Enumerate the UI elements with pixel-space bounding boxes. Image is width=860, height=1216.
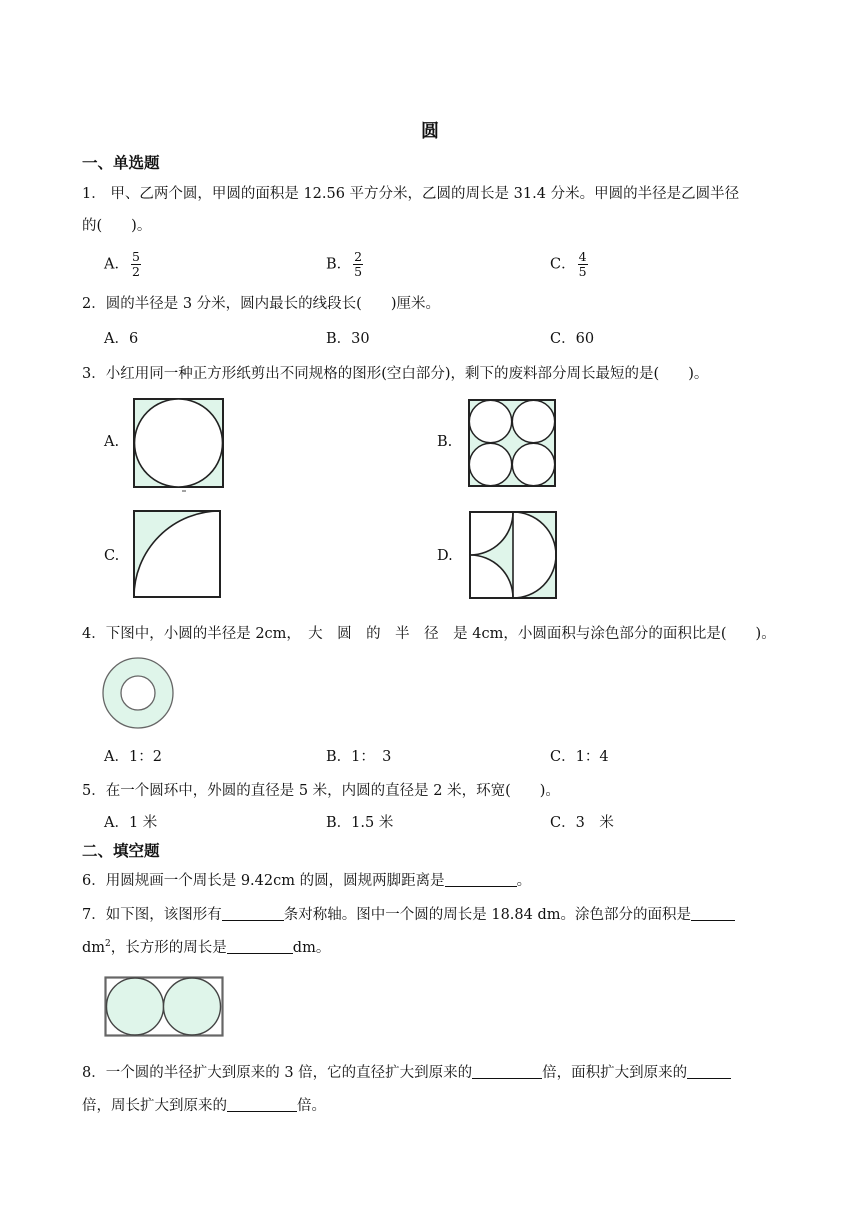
- answer-blank[interactable]: [227, 939, 293, 955]
- q5-option-c[interactable]: C．3 米: [550, 815, 614, 831]
- q4-option-a[interactable]: A．1：2: [104, 749, 162, 765]
- question-4: 4．下图中，小圆的半径是 2cm， 大 圆 的 半 径 是 4cm，小圆面积与涂色部分的面积比是( )。: [82, 626, 776, 642]
- question-2: 2．圆的半径是 3 分米，圆内最长的线段长( )厘米。: [82, 296, 440, 312]
- q3-figure-d-semicircle-arcs: [466, 508, 560, 602]
- section-heading-fill-blank: 二、填空题: [82, 842, 160, 860]
- question-1-line-1: 1． 甲、乙两个圆，甲圆的面积是 12.56 平方分米，乙圆的周长是 31.4 分米。甲圆的半径是乙圆半径: [82, 186, 740, 202]
- q2-option-b[interactable]: B．30: [326, 331, 370, 347]
- q1-option-c[interactable]: C． $\frac{4}{5}$: [550, 249, 587, 279]
- q2-option-c[interactable]: C．60: [550, 331, 595, 347]
- q4-figure-ring: [100, 655, 176, 731]
- q3-figure-label-a[interactable]: A.: [104, 434, 120, 450]
- answer-blank[interactable]: [691, 906, 735, 922]
- question-8-line-2: 倍，周长扩大到原来的 倍。: [82, 1098, 326, 1114]
- question-5: 5．在一个圆环中，外圆的直径是 5 米，内圆的直径是 2 米，环宽( )。: [82, 783, 560, 799]
- q3-figure-c-quarter-circle: [130, 508, 224, 602]
- q3-figure-label-d[interactable]: D.: [437, 548, 453, 564]
- q1-option-b[interactable]: B． $\frac{2}{5}$: [326, 249, 363, 279]
- answer-blank[interactable]: [687, 1064, 731, 1080]
- q3-figure-label-c[interactable]: C.: [104, 548, 120, 564]
- answer-blank[interactable]: [227, 1097, 297, 1113]
- fraction: $\frac{4}{5}$: [578, 249, 587, 279]
- q2-option-a[interactable]: A．6: [104, 331, 139, 347]
- q5-option-b[interactable]: B．1.5 米: [326, 815, 394, 831]
- q5-option-a[interactable]: A．1 米: [104, 815, 158, 831]
- section-heading-single-choice: 一、单选题: [82, 154, 160, 172]
- page-title: 圆: [421, 121, 439, 142]
- question-7-line-2: $dm^2$，长方形的周长是 dm。: [82, 939, 331, 956]
- q3-figure-b-four-circles: [465, 396, 559, 490]
- answer-blank[interactable]: [222, 906, 284, 922]
- q7-figure-two-circles-rectangle: [103, 975, 225, 1037]
- answer-blank[interactable]: [472, 1064, 542, 1080]
- q3-figure-label-b[interactable]: B.: [437, 434, 453, 450]
- fraction: $\frac{2}{5}$: [354, 249, 363, 279]
- q1-option-a[interactable]: A． $\frac{5}{2}$: [104, 249, 140, 279]
- q4-option-b[interactable]: B．1： 3: [326, 749, 392, 765]
- fraction: $\frac{5}{2}$: [131, 249, 140, 279]
- q3-figure-a-square-circle: [130, 396, 228, 494]
- question-1-line-2: 的( )。: [82, 218, 152, 234]
- question-8-line-1: 8．一个圆的半径扩大到原来的 3 倍，它的直径扩大到原来的 倍，面积扩大到原来的: [82, 1061, 731, 1082]
- question-7-line-1: 7．如下图，该图形有 条对称轴。图中一个圆的周长是 18.84 dm。涂色部分的面积是: [82, 903, 735, 924]
- answer-blank[interactable]: [445, 872, 517, 888]
- question-6: 6．用圆规画一个周长是 9.42cm 的圆，圆规两脚距离是 。: [82, 873, 532, 889]
- question-3: 3．小红用同一种正方形纸剪出不同规格的图形(空白部分)，剩下的废料部分周长最短的是( )。: [82, 366, 709, 382]
- q4-option-c[interactable]: C．1：4: [550, 749, 609, 765]
